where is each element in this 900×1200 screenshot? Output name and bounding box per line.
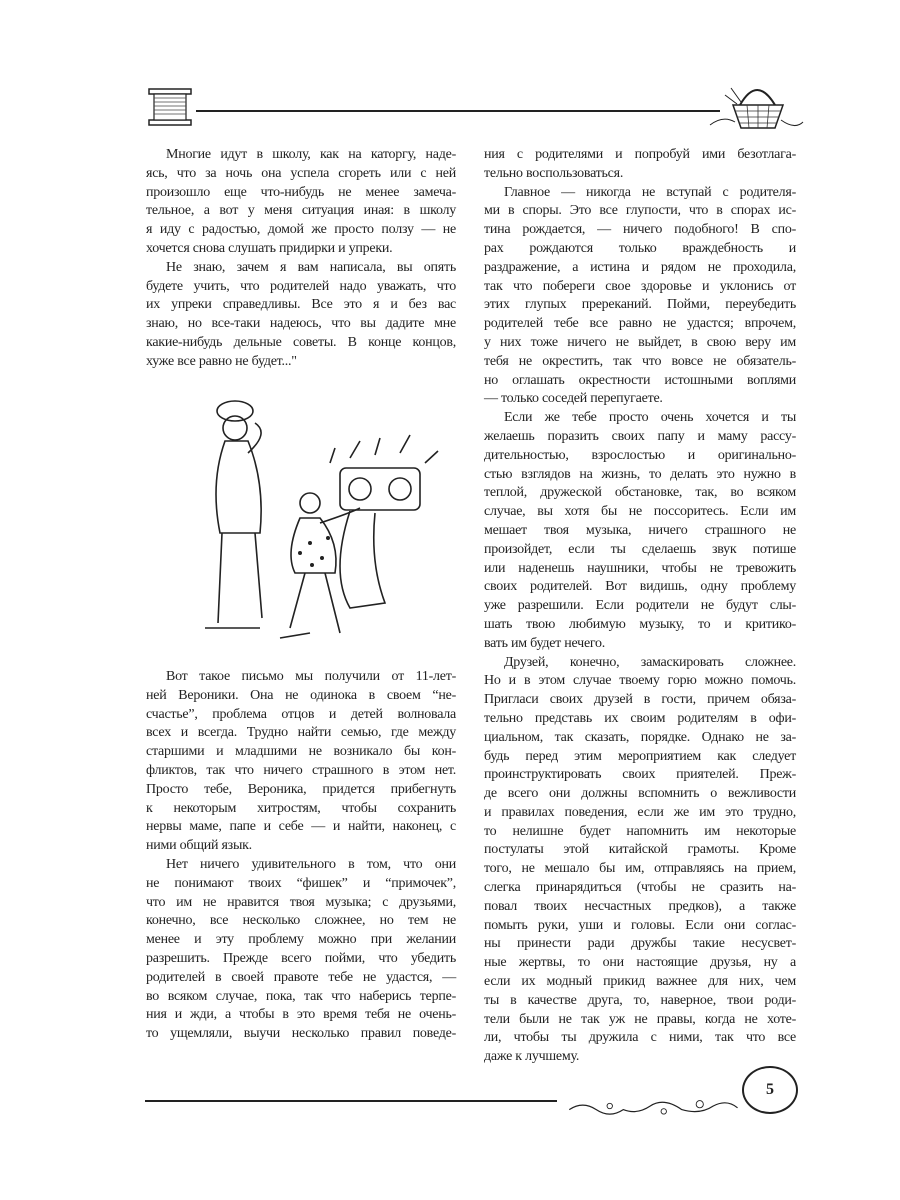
text-line: Многие идут в школу, как на каторгу, наде- xyxy=(166,147,456,162)
text-line: знаю, но все-таки надеюсь, что вы дадите мне xyxy=(146,316,456,332)
text-line: Просто тебе, Вероника, придется прибегнуть xyxy=(146,781,456,797)
text-line: хочется снова слушать придирки и упреки. xyxy=(146,240,393,256)
left-column-bottom xyxy=(146,668,456,1044)
text-line: Друзей, конечно, замаскировать сложнее. xyxy=(504,654,796,670)
text-line: родителей в своей правоте тебе не удастся, — xyxy=(146,969,456,985)
text-line: то нелишне будет напомнить им некоторые xyxy=(484,823,796,839)
text-line: ми в споры. Это все глупости, что в спорах ис- xyxy=(484,203,796,219)
text-line: у них тоже ничего не выйдет, в свою веру им xyxy=(484,334,796,350)
text-line: не понимают твоих “фишек” и “примочек”, xyxy=(146,875,456,891)
text-line: желаешь поразить своих папу и маму рассу- xyxy=(484,428,796,444)
text-line: тельно воспользоваться. xyxy=(484,165,624,181)
text-line: тельное, а вот у меня ситуация иная: в школу xyxy=(146,203,456,219)
header-rule xyxy=(196,110,720,112)
text-line: раздражение, а истина и рядом не проходила, xyxy=(484,259,796,275)
text-line: Если же тебе просто очень хочется и ты xyxy=(504,410,796,426)
text-line: ные жертвы, то они настоящие друзья, ну а xyxy=(484,955,796,971)
page-number: 5 xyxy=(742,1066,798,1114)
text-line: и правилах поведения, если же им это трудно, xyxy=(484,804,796,820)
text-line: нервы маме, папе и себе — и найти, наконец, с xyxy=(146,819,456,835)
text-line: то ущемляли, выучи несколько правил поведе- xyxy=(146,1026,456,1042)
text-line: даже к лучшему. xyxy=(484,1049,580,1065)
text-line: их упреки справедливы. Все это я и без вас xyxy=(146,297,456,313)
text-line: произойдет, если ты сделаешь звук потише xyxy=(484,541,796,557)
text-line: но оглашать окрестности истошными воплями xyxy=(484,372,796,388)
text-line: слегка принарядиться (чтобы не сразить на- xyxy=(484,880,796,896)
text-line: помыть руки, уши и головы. Если они соглас- xyxy=(484,917,796,933)
text-line: Не знаю, зачем я вам написала, вы опять xyxy=(166,259,456,275)
text-line: будь перед этим мероприятием как следует xyxy=(484,748,796,764)
text-line: конечно, все несколько сложнее, но тем не xyxy=(146,913,456,929)
text-line: ния с родителями и попробуй ими безотлага- xyxy=(484,147,796,162)
text-line: ясь, что за ночь она успела сгореть или с ней xyxy=(146,165,456,181)
text-line: фликтов, так что ничего страшного в этом нет. xyxy=(146,762,456,778)
text-line: теплой, дружеской обстановке, так, во всяком xyxy=(484,485,796,501)
text-line: своих родителей. Вот видишь, одну проблему xyxy=(484,579,796,595)
text-line: рах рождаются только враждебность и xyxy=(484,240,796,256)
text-line: де всего они должны вспомнить о вежливости xyxy=(484,786,796,802)
text-line: тебя не окрестить, так что вовсе не обязатель- xyxy=(484,353,796,369)
flourish-ornament xyxy=(560,1088,745,1124)
text-line: Пригласи своих друзей в гости, причем обяза- xyxy=(484,692,796,708)
text-line: ты в качестве друга, то, наверное, твои роди- xyxy=(484,992,796,1008)
thread-spool-icon xyxy=(146,86,196,128)
text-line: счастье”, проблема отцов и детей волновала xyxy=(146,706,456,722)
text-line: родителей тебе все равно не удастся; впрочем, xyxy=(484,316,796,332)
text-line: ли, чтобы ты дружила с ними, так что все xyxy=(484,1030,796,1046)
text-line: Но и в этом случае твоему горю можно помочь. xyxy=(484,673,796,689)
text-line: во всяком случае, пока, так что наберись терпе- xyxy=(146,988,456,1004)
girl-and-mother-with-boombox-illustration xyxy=(200,392,450,654)
text-line: мешает твоя музыка, ничего страшного не xyxy=(484,522,796,538)
text-line: вать им будет нечего. xyxy=(484,635,606,651)
text-line: ней Вероники. Она не одинока в своем “не- xyxy=(146,687,456,703)
text-line: случае, вы хотя бы не поссоритесь. Если им xyxy=(484,504,796,520)
text-line: ними общий язык. xyxy=(146,838,252,854)
text-line: так что побереги свое здоровье и уклонись от xyxy=(484,278,796,294)
text-line: что им не нравится твоя музыка; с друзьями, xyxy=(146,894,456,910)
text-line: тина рождается, — ничего подобного! В спо- xyxy=(484,222,796,238)
text-line: какие-нибудь дельные советы. В конце концов, xyxy=(146,334,456,350)
text-line: Вот такое письмо мы получили от 11-лет- xyxy=(166,669,456,684)
text-line: проинструктировать своих приятелей. Преж- xyxy=(484,767,796,783)
text-line: произошло еще что-нибудь не менее замеча- xyxy=(146,184,456,200)
text-line: или наденешь наушники, чтобы не тревожить xyxy=(484,560,796,576)
right-column xyxy=(484,146,796,1067)
text-line: я иду с радостью, домой же просто ползу — не xyxy=(146,222,456,238)
text-line: хуже все равно не будет..." xyxy=(146,353,297,369)
text-line: — только соседей перепугаете. xyxy=(484,391,663,407)
text-line: к некоторым хитростям, чтобы сохранить xyxy=(146,800,456,816)
text-line: постулаты этой китайской грамоты. Кроме xyxy=(484,842,796,858)
text-line: этих глупых пререканий. Пойми, переубедить xyxy=(484,297,796,313)
text-line: тельно представь их своим родителям в офи- xyxy=(484,710,796,726)
text-line: если их модный прикид важнее для них, чем xyxy=(484,974,796,990)
text-line: уже разрешили. Если родители не будут слы- xyxy=(484,598,796,614)
text-line: старшими и младшими не возникало бы кон- xyxy=(146,744,456,760)
text-line: всех и всегда. Трудно найти семью, где между xyxy=(146,725,456,741)
basket-icon xyxy=(705,70,805,140)
text-line: разрешить. Прежде всего пойми, что убедить xyxy=(146,950,456,966)
text-line: повал твоих несчастных предков), а также xyxy=(484,898,796,914)
text-line: менее и эту проблему можно при желании xyxy=(146,932,456,948)
left-column-top xyxy=(146,146,456,372)
text-line: ния и жди, а чтобы в это время тебя не очень- xyxy=(146,1007,456,1023)
text-line: стью взглядов на жизнь, то делать это нужно в xyxy=(484,466,796,482)
text-line: будете учить, что родителей надо уважать, что xyxy=(146,278,456,294)
text-line: ны принести ради дружбы такие несусвет- xyxy=(484,936,796,952)
text-line: циальном, так сказать, порядке. Однако не за- xyxy=(484,729,796,745)
text-line: Главное — никогда не вступай с родителя- xyxy=(504,184,796,200)
text-line: дительностью, взрослостью и оригинально- xyxy=(484,447,796,463)
text-line: Нет ничего удивительного в том, что они xyxy=(166,856,456,872)
text-line: шать твою любимую музыку, то и критико- xyxy=(484,616,796,632)
footer-rule xyxy=(145,1100,557,1102)
text-line: того, не мешало бы им, отправляясь на прием, xyxy=(484,861,796,877)
text-line: тели были не так уж не правы, когда не хоте- xyxy=(484,1011,796,1027)
